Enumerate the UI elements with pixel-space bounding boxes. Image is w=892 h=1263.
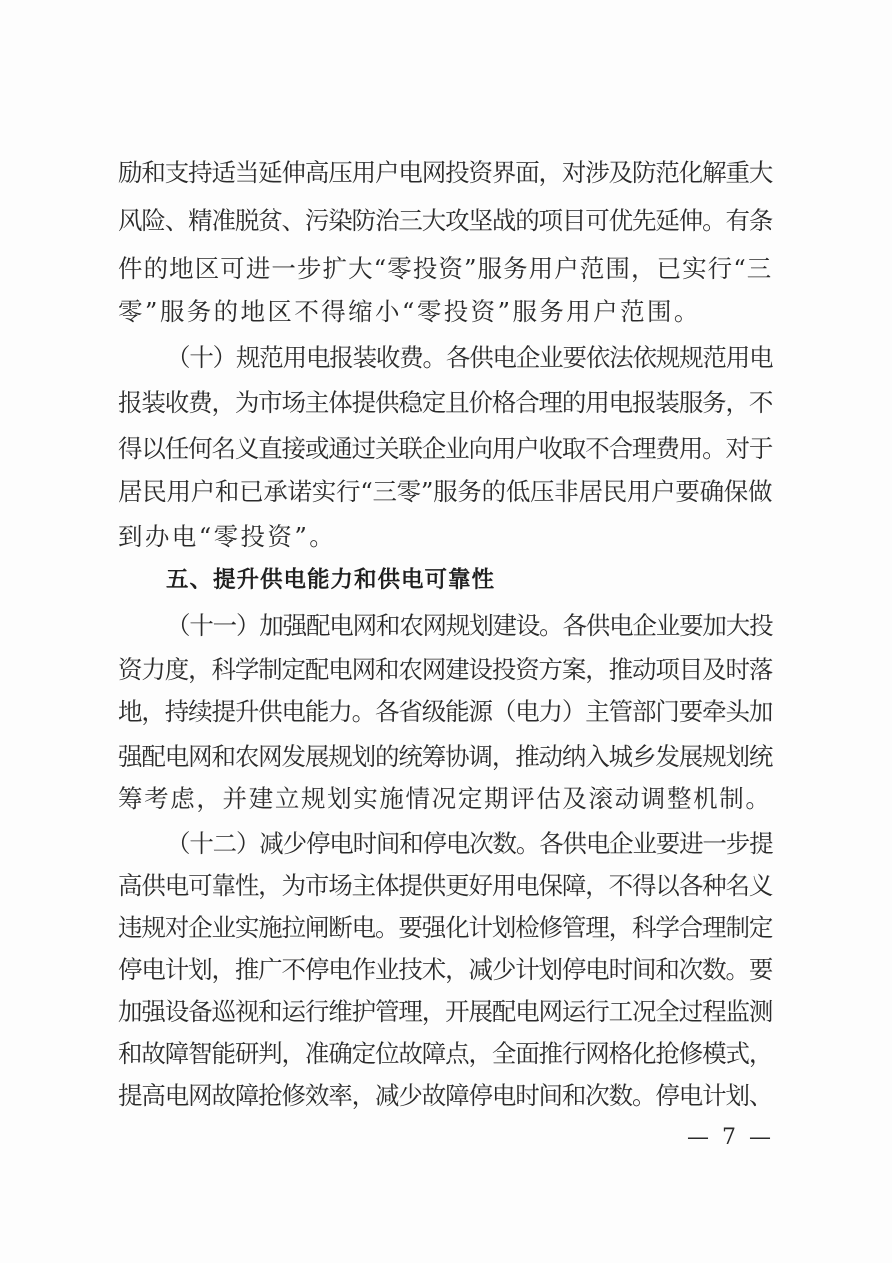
text-line: 加强设备巡视和运行维护管理，开展配电网运行工况全过程监测	[118, 997, 773, 1026]
section-eleven-heading-line: （十一）加强配电网和农网规划建设。各供电企业要加大投	[166, 611, 773, 640]
chapter-five-heading: 五、提升供电能力和供电可靠性	[166, 567, 496, 593]
text-line: 筹考虑，并建立规划实施情况定期评估及滚动调整机制。	[118, 784, 772, 813]
text-line: 资力度，科学制定配电网和农网建设投资方案，推动项目及时落	[118, 655, 773, 684]
section-twelve-heading-line: （十二）减少停电时间和停电次数。各供电企业要进一步提	[166, 829, 773, 858]
text-line: 停电计划，推广不停电作业技术，减少计划停电时间和次数。要	[118, 955, 773, 984]
text-line: 强配电网和农网发展规划的统筹协调，推动纳入城乡发展规划统	[118, 742, 773, 771]
text-line: 提高电网故障抢修效率，减少故障停电时间和次数。停电计划、	[118, 1081, 773, 1110]
text-line: 高供电可靠性，为市场主体提供更好用电保障，不得以各种名义	[118, 871, 773, 900]
text-line: 地，持续提升供电能力。各省级能源（电力）主管部门要牵头加	[118, 697, 773, 726]
text-line: 和故障智能研判，准确定位故障点，全面推行网格化抢修模式，	[118, 1039, 773, 1068]
text-line: 到办电“零投资”。	[118, 522, 337, 551]
text-line: 风险、精准脱贫、污染防治三大攻坚战的项目可优先延伸。有条	[118, 206, 773, 235]
section-ten-heading-line: （十）规范用电报装收费。各供电企业要依法依规规范用电	[166, 343, 773, 372]
text-line: 居民用户和已承诺实行“三零”服务的低压非居民用户要确保做	[118, 477, 773, 506]
page-number: — 7 —	[687, 1125, 774, 1150]
text-line: 励和支持适当延伸高压用户电网投资界面，对涉及防范化解重大	[118, 158, 773, 187]
text-line: 零”服务的地区不得缩小“零投资”服务用户范围。	[118, 297, 701, 326]
text-line: 违规对企业实施拉闸断电。要强化计划检修管理，科学合理制定	[118, 913, 773, 942]
text-line: 件的地区可进一步扩大“零投资”服务用户范围，已实行“三	[118, 254, 773, 283]
text-line: 报装收费，为市场主体提供稳定且价格合理的用电报装服务，不	[118, 388, 773, 417]
text-line: 得以任何名义直接或通过关联企业向用户收取不合理费用。对于	[118, 434, 773, 463]
